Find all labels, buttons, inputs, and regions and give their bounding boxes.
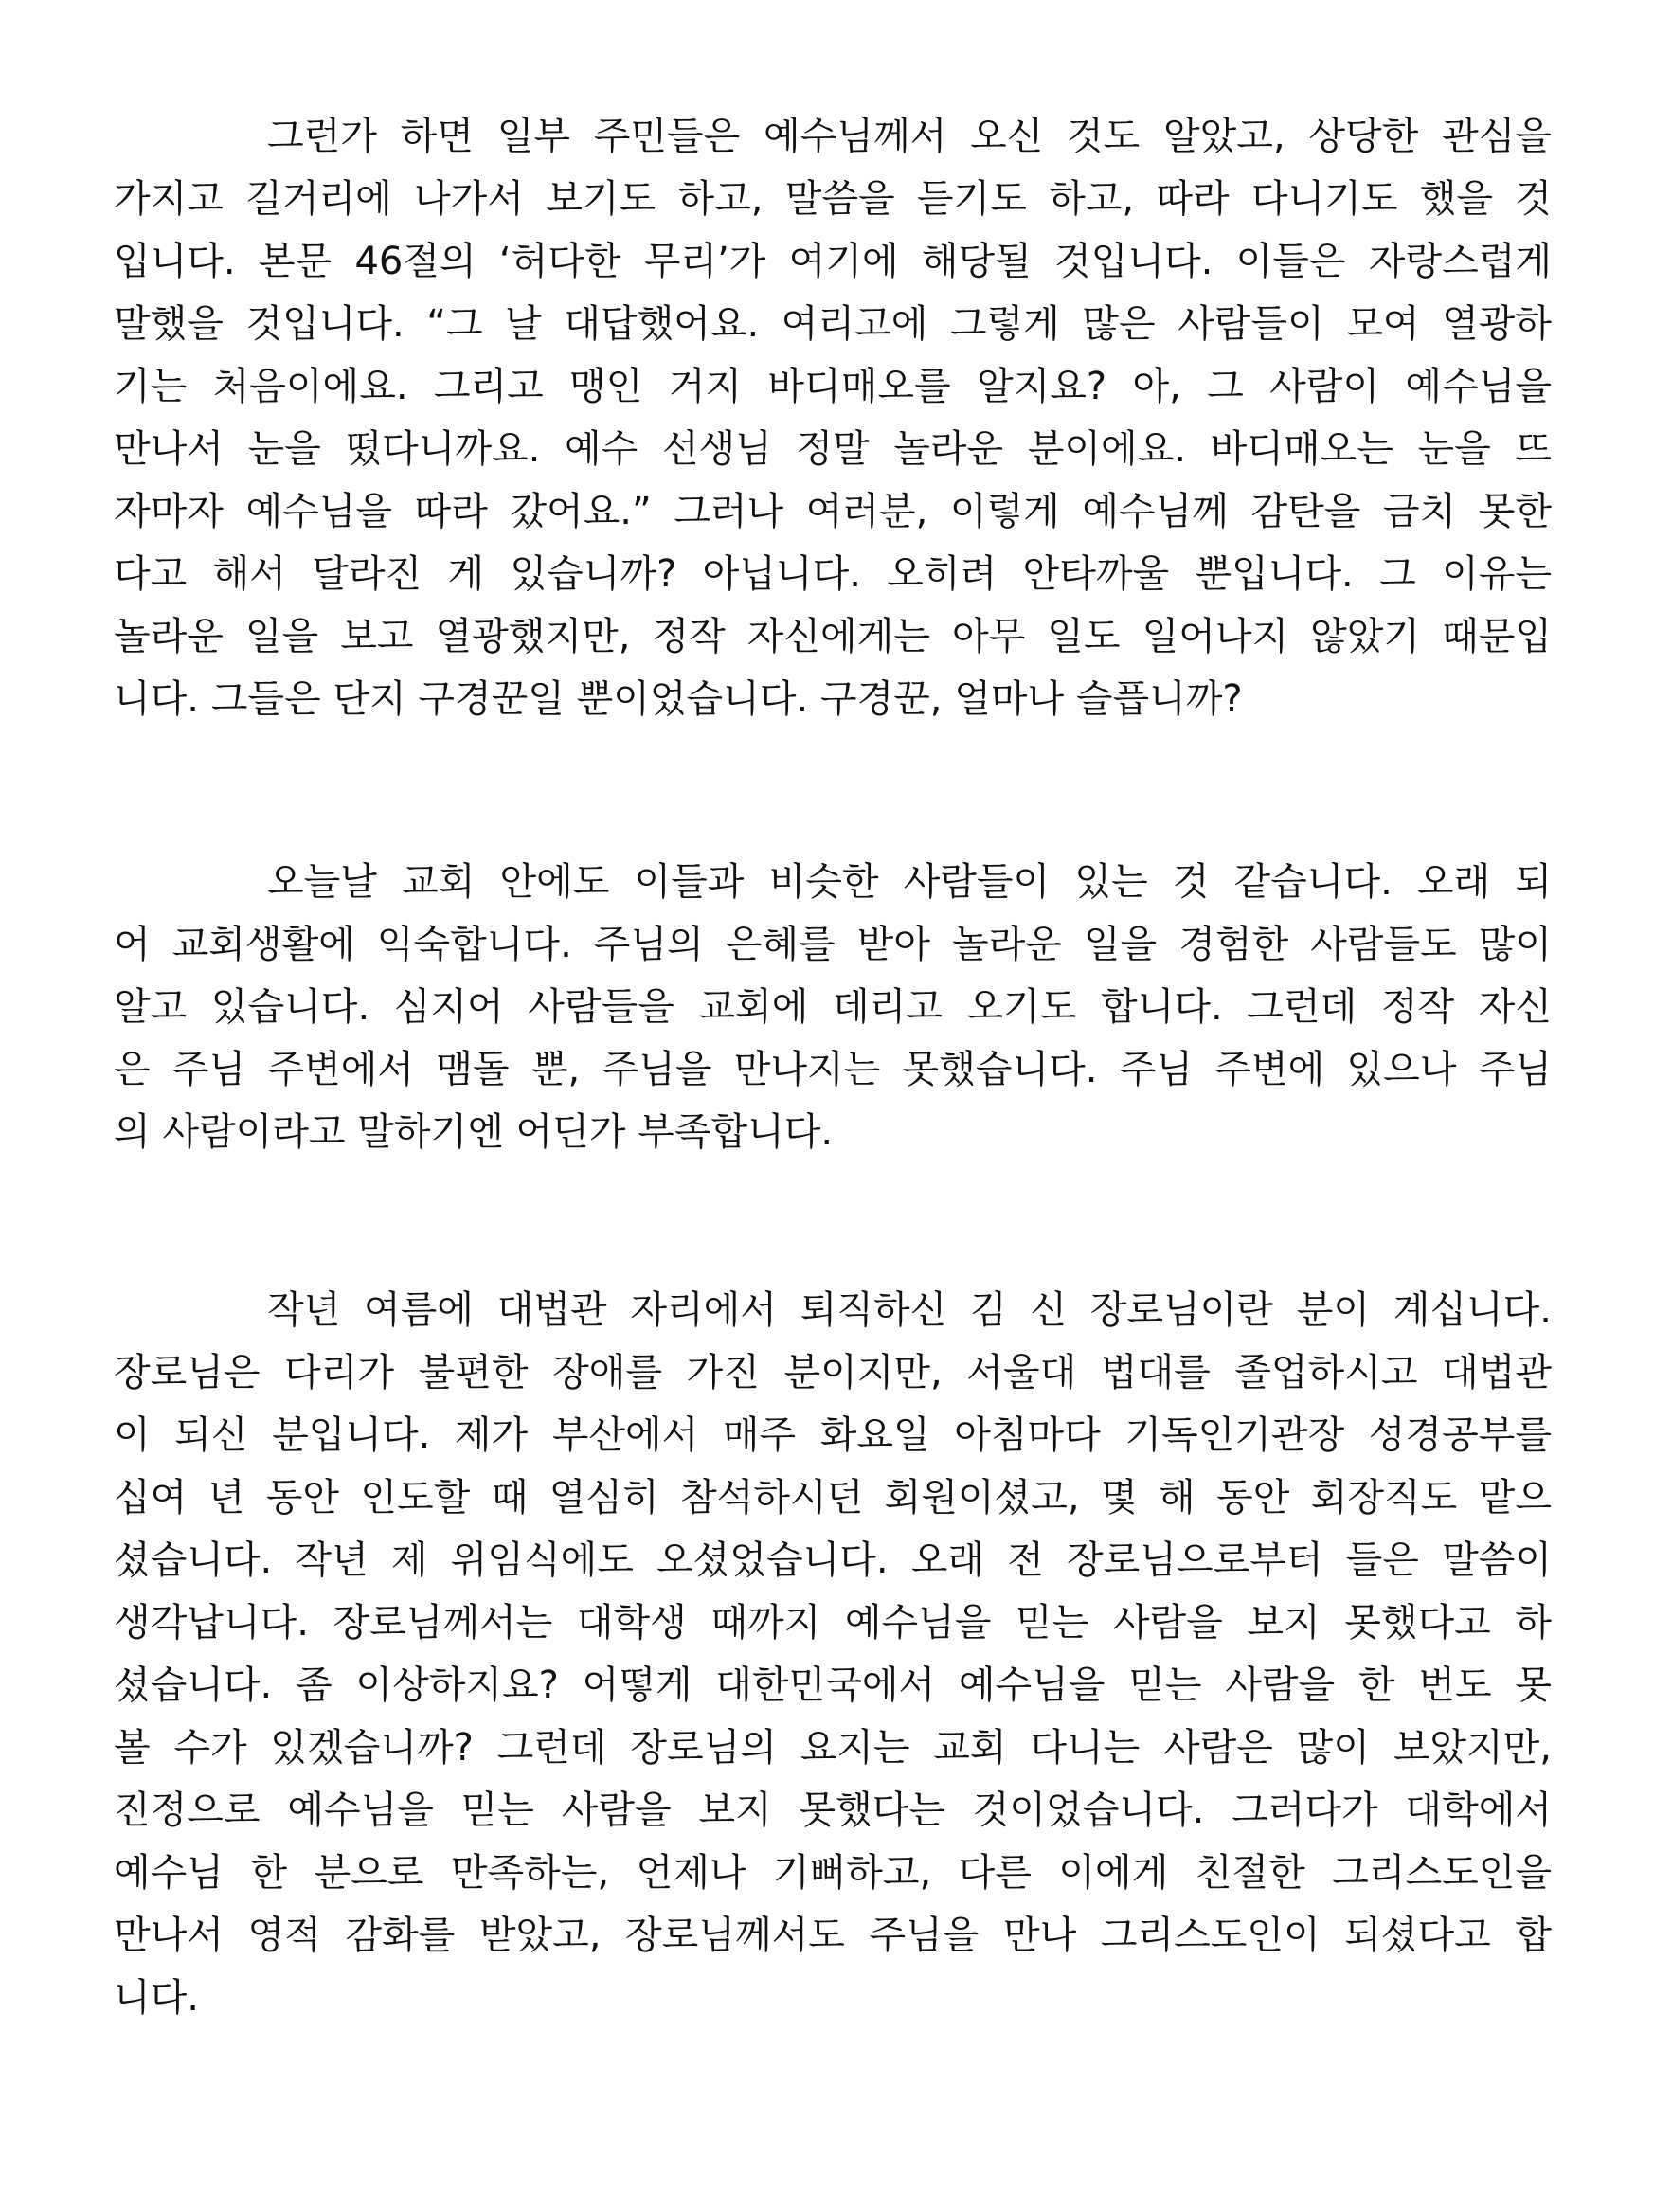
text-line: 작년 여름에 대법관 자리에서 퇴직하신 김 신 장로님이란 분이 계십니다. [267, 1288, 1552, 1332]
text-line: 말했을 것입니다. “그 날 대답했어요. 여리고에 그렇게 많은 사람들이 모여 열광하 [114, 302, 1552, 346]
text-line: 십여 년 동안 인도할 때 열심히 참석하시던 회원이셨고, 몇 해 동안 회장직도 맡으 [114, 1476, 1552, 1520]
text-line: 다고 해서 달라진 게 있습니까? 아닙니다. 오히려 안타까울 뿐입니다. 그 이유는 [114, 552, 1552, 596]
text-line: 놀라운 일을 보고 열광했지만, 정작 자신에게는 아무 일도 일어나지 않았기 때문입 [114, 615, 1552, 658]
text-line: 장로님은 다리가 불편한 장애를 가진 분이지만, 서울대 법대를 졸업하시고 대법관 [114, 1351, 1552, 1394]
text-line: 만나서 눈을 떴다니까요. 예수 선생님 정말 놀라운 분이에요. 바디매오는 눈을 뜨 [114, 427, 1552, 471]
text-line: 어 교회생활에 익숙합니다. 주님의 은혜를 받아 놀라운 일을 경험한 사람들도 많이 [114, 923, 1552, 966]
text-line: 이 되신 분입니다. 제가 부산에서 매주 화요일 아침마다 기독인기관장 성경공부를 [114, 1413, 1552, 1457]
text-line: 그런가 하면 일부 주민들은 예수님께서 오신 것도 알았고, 상당한 관심을 [267, 115, 1552, 158]
paragraph-1 [114, 105, 1552, 730]
text-line: 기는 처음이에요. 그리고 맹인 거지 바디매오를 알지요? 아, 그 사람이 예수님을 [114, 365, 1552, 408]
text-line: 오늘날 교회 안에도 이들과 비슷한 사람들이 있는 것 같습니다. 오래 되 [267, 860, 1552, 904]
text-line: 생각납니다. 장로님께서는 대학생 때까지 예수님을 믿는 사람을 보지 못했다고 하 [114, 1601, 1552, 1645]
text-line: 볼 수가 있겠습니까? 그런데 장로님의 요지는 교회 다니는 사람은 많이 보았지만, [114, 1726, 1552, 1770]
text-line: 만나서 영적 감화를 받았고, 장로님께서도 주님을 만나 그리스도인이 되셨다고 합 [114, 1914, 1552, 1957]
paragraph-3 [114, 1279, 1552, 2029]
text-line: 니다. 그들은 단지 구경꾼일 뿐이었습니다. 구경꾼, 얼마나 슬픕니까? [114, 677, 1243, 721]
text-line: 의 사람이라고 말하기엔 어딘가 부족합니다. [114, 1110, 834, 1154]
text-line: 진정으로 예수님을 믿는 사람을 보지 못했다는 것이었습니다. 그러다가 대학에서 [114, 1789, 1552, 1832]
text-line: 입니다. 본문 46절의 ‘허다한 무리’가 여기에 해당될 것입니다. 이들은 자랑스럽게 [114, 240, 1552, 283]
text-line: 셨습니다. 작년 제 위임식에도 오셨었습니다. 오래 전 장로님으로부터 들은 말씀이 [114, 1538, 1552, 1582]
text-line: 은 주님 주변에서 맴돌 뿐, 주님을 만나지는 못했습니다. 주님 주변에 있으나 주님 [114, 1048, 1552, 1091]
text-line: 자마자 예수님을 따라 갔어요.” 그러나 여러분, 이렇게 예수님께 감탄을 금치 못한 [114, 490, 1552, 533]
text-line: 가지고 길거리에 나가서 보기도 하고, 말씀을 듣기도 하고, 따라 다니기도 했을 것 [114, 177, 1552, 221]
text-line: 셨습니다. 좀 이상하지요? 어떻게 대한민국에서 예수님을 믿는 사람을 한 번도 못 [114, 1663, 1552, 1707]
text-line: 니다. [114, 1976, 199, 2020]
paragraph-2 [114, 851, 1552, 1163]
text-line: 예수님 한 분으로 만족하는, 언제나 기뻐하고, 다른 이에게 친절한 그리스도인을 [114, 1851, 1552, 1895]
text-line: 알고 있습니다. 심지어 사람들을 교회에 데리고 오기도 합니다. 그런데 정작 자신 [114, 985, 1552, 1029]
